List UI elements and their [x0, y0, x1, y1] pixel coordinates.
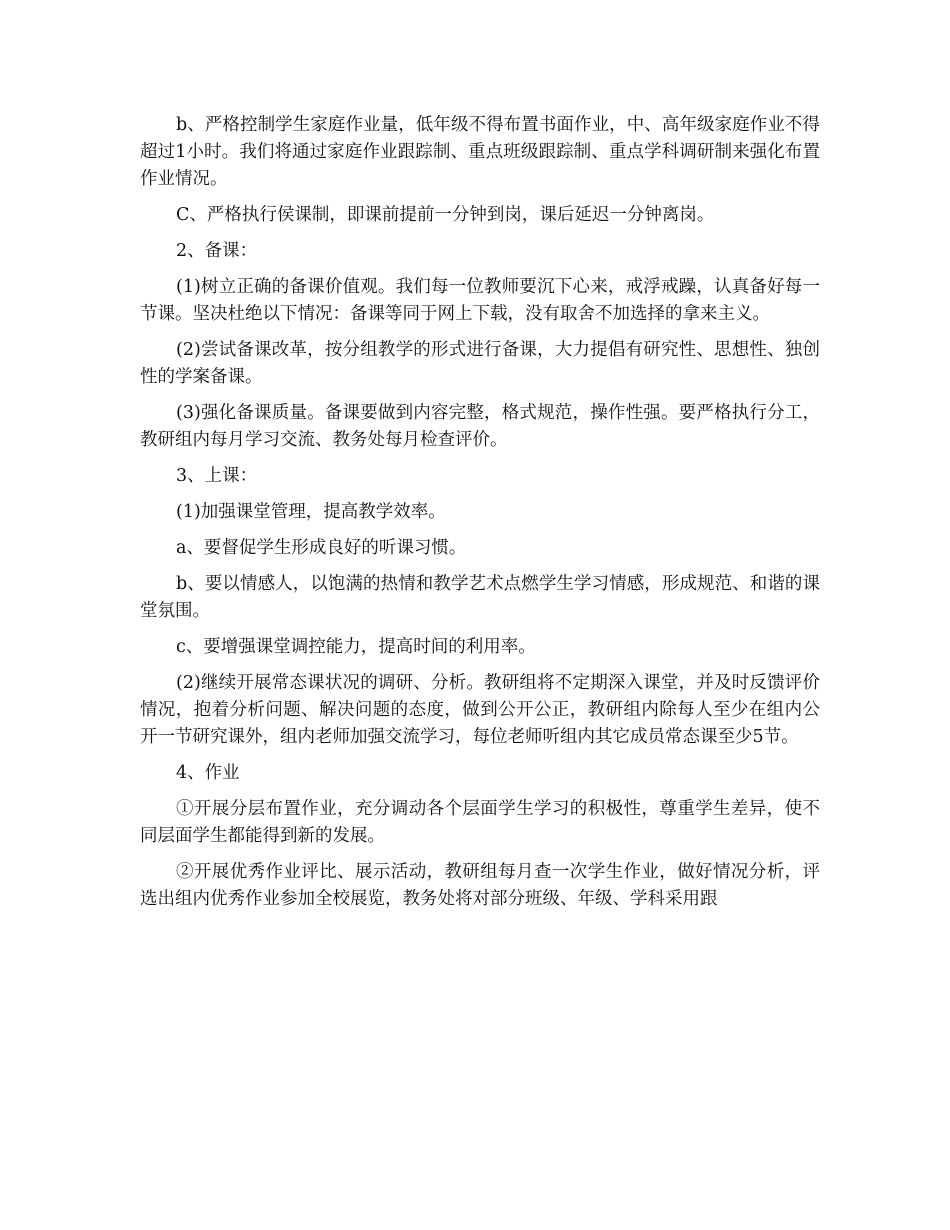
section-heading-teaching: 3、上课： — [176, 466, 258, 486]
document-body — [140, 112, 820, 922]
paragraph-classroom-control: c、要增强课堂调控能力，提高时间的利用率。 — [176, 637, 536, 657]
paragraph-emotional-teaching: b、要以情感人，以饱满的热情和教学艺术点燃学生学习情感，形成规范、和谐的课堂氛围。 — [140, 574, 820, 621]
paragraph-prep-values: (1)树立正确的备课价值观。我们每一位教师要沉下心来，戒浮戒躁，认真备好每一节课。坚决杜绝以下情况：备课等同于网上下载，没有取舍不加选择的拿来主义。 — [140, 277, 820, 324]
paragraph-listening-habits: a、要督促学生形成良好的听课习惯。 — [176, 538, 467, 558]
paragraph-class-waiting-rule: C、严格执行侯课制，即课前提前一分钟到岗，课后延迟一分钟离岗。 — [176, 205, 715, 225]
paragraph-regular-class-research: (2)继续开展常态课状况的调研、分析。教研组将不定期深入课堂，并及时反馈评价情况，抱着分析问题、解决问题的态度，做到公开公正，教研组内除每人至少在组内公开一节研究课外，组内老师加强交流学习，每位老师听组内其它成员常态课至少5节。 — [140, 673, 820, 747]
paragraph-classroom-management: (1)加强课堂管理，提高教学效率。 — [176, 502, 446, 522]
section-heading-lesson-prep: 2、备课： — [176, 241, 258, 261]
paragraph-tiered-homework: ①开展分层布置作业，充分调动各个层面学生学习的积极性，尊重学生差异，使不同层面学生都能得到新的发展。 — [140, 799, 820, 846]
paragraph-prep-reform: (2)尝试备课改革，按分组教学的形式进行备课，大力提倡有研究性、思想性、独创性的学案备课。 — [140, 340, 820, 387]
paragraph-prep-quality: (3)强化备课质量。备课要做到内容完整，格式规范，操作性强。要严格执行分工，教研组内每月学习交流、教务处每月检查评价。 — [140, 403, 820, 450]
paragraph-homework-limit: b、严格控制学生家庭作业量，低年级不得布置书面作业，中、高年级家庭作业不得超过1小时。我们将通过家庭作业跟踪制、重点班级跟踪制、重点学科调研制来强化布置作业情况。 — [140, 115, 820, 189]
paragraph-homework-showcase: ②开展优秀作业评比、展示活动，教研组每月查一次学生作业，做好情况分析，评选出组内优秀作业参加全校展览，教务处将对部分班级、年级、学科采用跟 — [140, 862, 820, 909]
section-heading-homework: 4、作业 — [176, 763, 240, 783]
